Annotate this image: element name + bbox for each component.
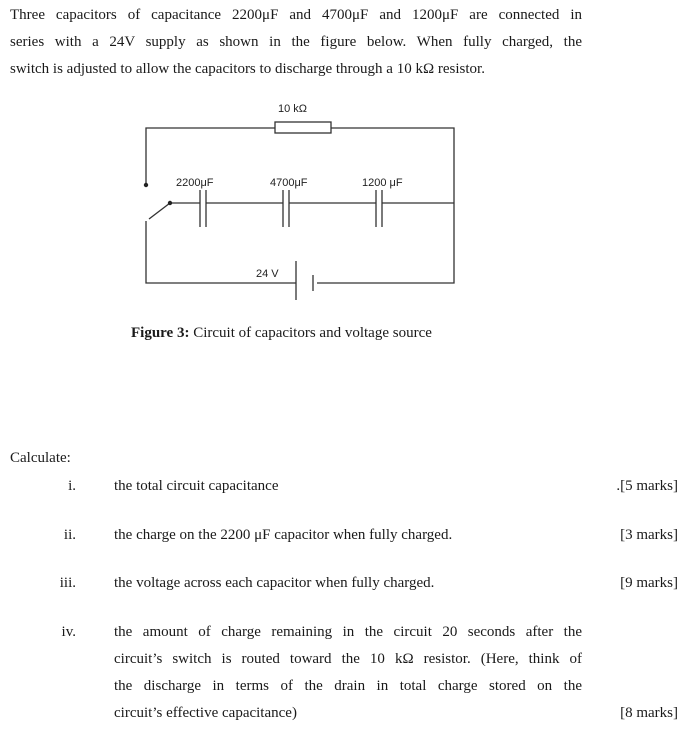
top-wire-right (317, 128, 454, 283)
question-3-line-1: the voltage across each capacitor when fully charged. (114, 575, 435, 591)
question-4-number: iv. (61, 624, 76, 640)
question-3-text (114, 570, 582, 597)
question-4-line-2: circuit’s switch is routed toward the 10 kΩ resistor. (Here, think of (114, 651, 582, 667)
calculate-label: Calculate: (10, 450, 71, 466)
figure-caption (131, 325, 432, 342)
caption-bold: Figure 3: (131, 325, 190, 341)
cap1-label: 2200μF (176, 177, 214, 189)
resistor-label: 10 kΩ (278, 103, 308, 115)
cap3-label: 1200 μF (362, 177, 403, 189)
question-3-marks: [9 marks] (620, 575, 678, 591)
question-2-marks: [3 marks] (620, 527, 678, 543)
circuit-diagram (130, 95, 470, 310)
question-4-line-4: circuit’s effective capacitance) (114, 705, 297, 721)
intro-paragraph (10, 2, 582, 83)
battery-label: 24 V (256, 268, 279, 280)
intro-line-1: Three capacitors of capacitance 2200μF and 4700μF and 1200μF are connected in (10, 7, 582, 23)
resistor-symbol (275, 122, 331, 133)
cap2-label: 4700μF (270, 177, 308, 189)
question-3-number: iii. (59, 575, 76, 591)
caption-text: Circuit of capacitors and voltage source (189, 325, 432, 341)
switch-arm (149, 203, 170, 219)
question-2-text (114, 522, 582, 549)
switch-contact-top (144, 183, 148, 187)
question-4-text (114, 619, 582, 727)
intro-line-3: switch is adjusted to allow the capacitors to discharge through a 10 kΩ resistor. (10, 61, 485, 77)
question-1-number: i. (68, 478, 76, 494)
question-4-line-1: the amount of charge remaining in the circuit 20 seconds after the (114, 624, 582, 640)
question-1-line-1: the total circuit capacitance (114, 478, 279, 494)
intro-line-2: series with a 24V supply as shown in the figure below. When fully charged, the (10, 34, 582, 50)
question-1-marks: .[5 marks] (616, 478, 678, 494)
question-4-marks: [8 marks] (620, 705, 678, 721)
question-1-text (114, 473, 582, 500)
switch-pivot (168, 201, 172, 205)
question-4-line-3: the discharge in terms of the drain in total charge stored on the (114, 678, 582, 694)
question-2-line-1: the charge on the 2200 μF capacitor when fully charged. (114, 527, 453, 543)
question-2-number: ii. (63, 527, 76, 543)
